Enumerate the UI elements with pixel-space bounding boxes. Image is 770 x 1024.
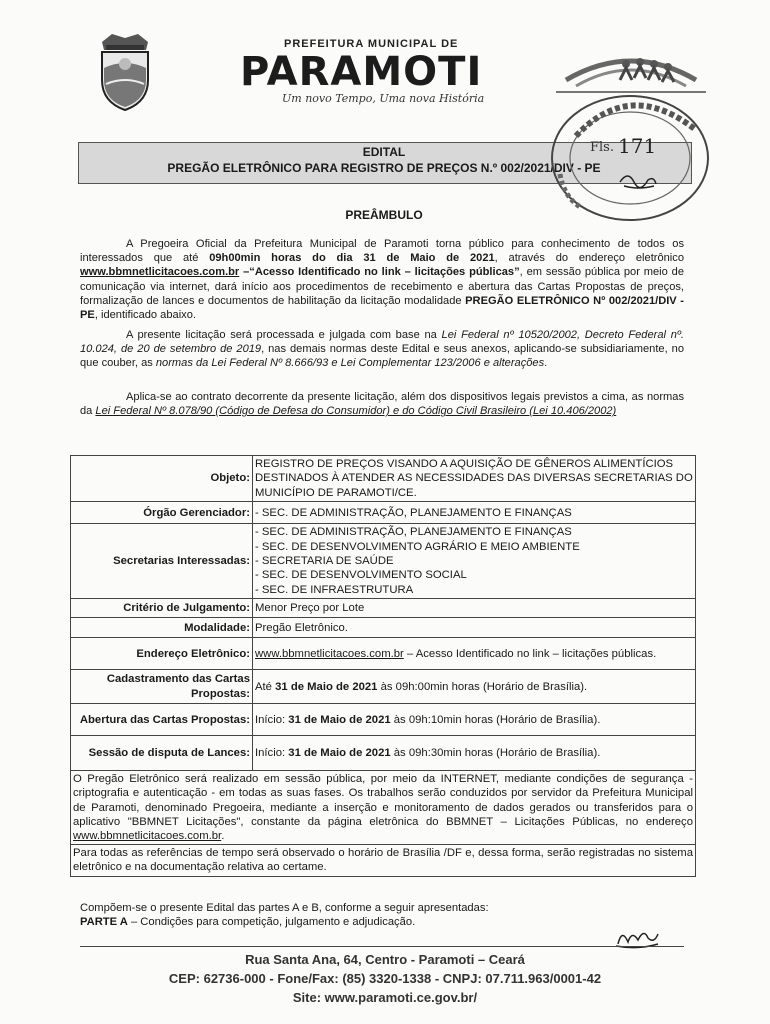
table-row [71,771,696,845]
document-type: EDITAL [362,145,406,159]
sessao-label: Sessão de disputa de Lances: [71,736,253,771]
bid-info-table [70,455,696,877]
sessao-value: Início: 31 de Maio de 2021 às 09h:30min horas (Horário de Brasília). [253,736,696,771]
preamble-paragraph-2: A presente licitação será processada e julgada com base na Lei Federal nº 10520/2002, Decreto Federal nº. 10.024, de 20 de setembro de 2019, nas demais normas deste Edital e seus anexos, aplicando-se subsidiariamente, no que couber, as normas da Lei Federal Nº 8.666/93 e Lei Complementar 123/2006 e alterações. [80,329,684,370]
table-row [71,618,696,638]
closing-line-2: PARTE A – Condições para competição, julgamento e adjudicação. [80,916,416,928]
initials-signature-icon [618,168,658,192]
page-number: 171 [618,134,657,158]
cadastramento-value: Até 31 de Maio de 2021 às 09h:00min horas (Horário de Brasília). [253,670,696,704]
table-row [71,456,696,502]
table-row [71,638,696,670]
table-row [71,524,696,599]
table-row [71,599,696,618]
list-item: - SECRETARIA DE SAÚDE [255,555,394,568]
document-title: PREGÃO ELETRÔNICO PARA REGISTRO DE PREÇOS N.º 002/2021/DIV - PE [167,161,601,175]
secretarias-label: Secretarias Interessadas: [71,524,253,599]
orgao-value: - SEC. DE ADMINISTRAÇÃO, PLANEJAMENTO E FINANÇAS [253,502,696,524]
objeto-value: REGISTRO DE PREÇOS VISANDO A AQUISIÇÃO DE GÊNEROS ALIMENTÍCIOS DESTINADOS À ATENDER AS NECESSIDADES DAS DIVERSAS SECRETARIAS DO MUNICÍPIO DE PARAMOTI/CE. [253,456,696,502]
list-item: - SEC. DE DESENVOLVIMENTO SOCIAL [255,569,467,582]
secretarias-list [253,524,696,599]
table-row [71,736,696,771]
modalidade-value: Pregão Eletrônico. [253,618,696,638]
table-row [71,845,696,876]
table-row [71,670,696,704]
cadastramento-label: Cadastramento das Cartas Propostas: [71,670,253,704]
objeto-label: Objeto: [71,456,253,502]
endereco-value: www.bbmnetlicitacoes.com.br – Acesso Identificado no link – licitações públicas. [253,638,696,670]
list-item: - SEC. DE INFRAESTRUTURA [255,583,414,596]
preamble-heading: PREÂMBULO [345,208,423,222]
page-number-label: Fls. [590,140,614,155]
table-row [71,502,696,524]
modalidade-label: Modalidade: [71,618,253,638]
time-reference-note: Para todas as referências de tempo será observado o horário de Brasília /DF e, dessa forma, serão registradas no sistema eletrônico e na documentação relativa ao certame. [71,845,696,876]
sessao-description: O Pregão Eletrônico será realizado em sessão pública, por meio da INTERNET, mediante condições de segurança - criptografia e autenticação - em todas as suas fases. Os trabalhos serão conduzidos por servidor da Prefeitura Municipal de Paramoti, denominado Pregoeira, mediante a inserção e monitoramento de dados gerados ou transferidos para o aplicativo "BBMNET Licitações", constante da página eletrônica do BBMNET – Licitações Públicas, no endereço www.bbmnetlicitacoes.com.br. [71,771,696,845]
bbmnet-link[interactable]: www.bbmnetlicitacoes.com.br [80,266,240,279]
preamble-paragraph-3: Aplica-se ao contrato decorrente da presente licitação, além dos dispositivos legais previstos a cima, as normas da Lei Federal Nº 8.078/90 (Código de Defesa do Consumidor) e do Código Civil Brasileiro (Lei 10.406/2002) [80,391,684,418]
bbmnet-link[interactable]: www.bbmnetlicitacoes.com.br [255,647,404,660]
city-name: PARAMOTI [240,49,483,95]
prefeitura-label: PREFEITURA MUNICIPAL DE [284,38,459,50]
criterio-value: Menor Preço por Lote [253,599,696,618]
footer-site: Site: www.paramoti.ce.gov.br/ [292,990,478,1005]
table-row [71,704,696,736]
footer-contact: CEP: 62736-000 - Fone/Fax: (85) 3320-1338 - CNPJ: 07.711.963/0001-42 [168,971,602,986]
criterio-label: Critério de Julgamento: [71,599,253,618]
list-item: - SEC. DE ADMINISTRAÇÃO, PLANEJAMENTO E FINANÇAS [255,526,572,539]
preamble-paragraph-1: A Pregoeira Oficial da Prefeitura Municipal de Paramoti torna público para conhecimento de todos os interessados que até 09h00min horas do dia 31 de Maio de 2021, através do endereço eletrônico www.bbmnetlicitacoes.com.br –“Acesso Identificado no link – licitações públicas”, em sessão pública por meio de comunicação via internet, dará início aos procedimentos de recebimento e abertura das Cartas Propostas de preços, formalização de lances e documentos de habilitação da licitação modalidade PREGÃO ELETRÔNICO Nº 002/2021/DIV - PE, identificado abaixo. [80,238,684,322]
footer-address: Rua Santa Ana, 64, Centro - Paramoti – Ceará [245,952,525,967]
list-item: - SEC. DE DESENVOLVIMENTO AGRÁRIO E MEIO AMBIENTE [255,540,580,553]
endereco-label: Endereço Eletrônico: [71,638,253,670]
footer-divider [80,946,684,947]
abertura-value: Início: 31 de Maio de 2021 às 09h:10min horas (Horário de Brasília). [253,704,696,736]
orgao-label: Órgão Gerenciador: [71,502,253,524]
abertura-label: Abertura das Cartas Propostas: [71,704,253,736]
municipal-crest-icon [96,28,154,112]
city-motto: Um novo Tempo, Uma nova História [282,92,485,105]
closing-line-1: Compõem-se o presente Edital das partes A e B, conforme a seguir apresentadas: [80,902,489,914]
bbmnet-link[interactable]: www.bbmnetlicitacoes.com.br [73,830,222,843]
